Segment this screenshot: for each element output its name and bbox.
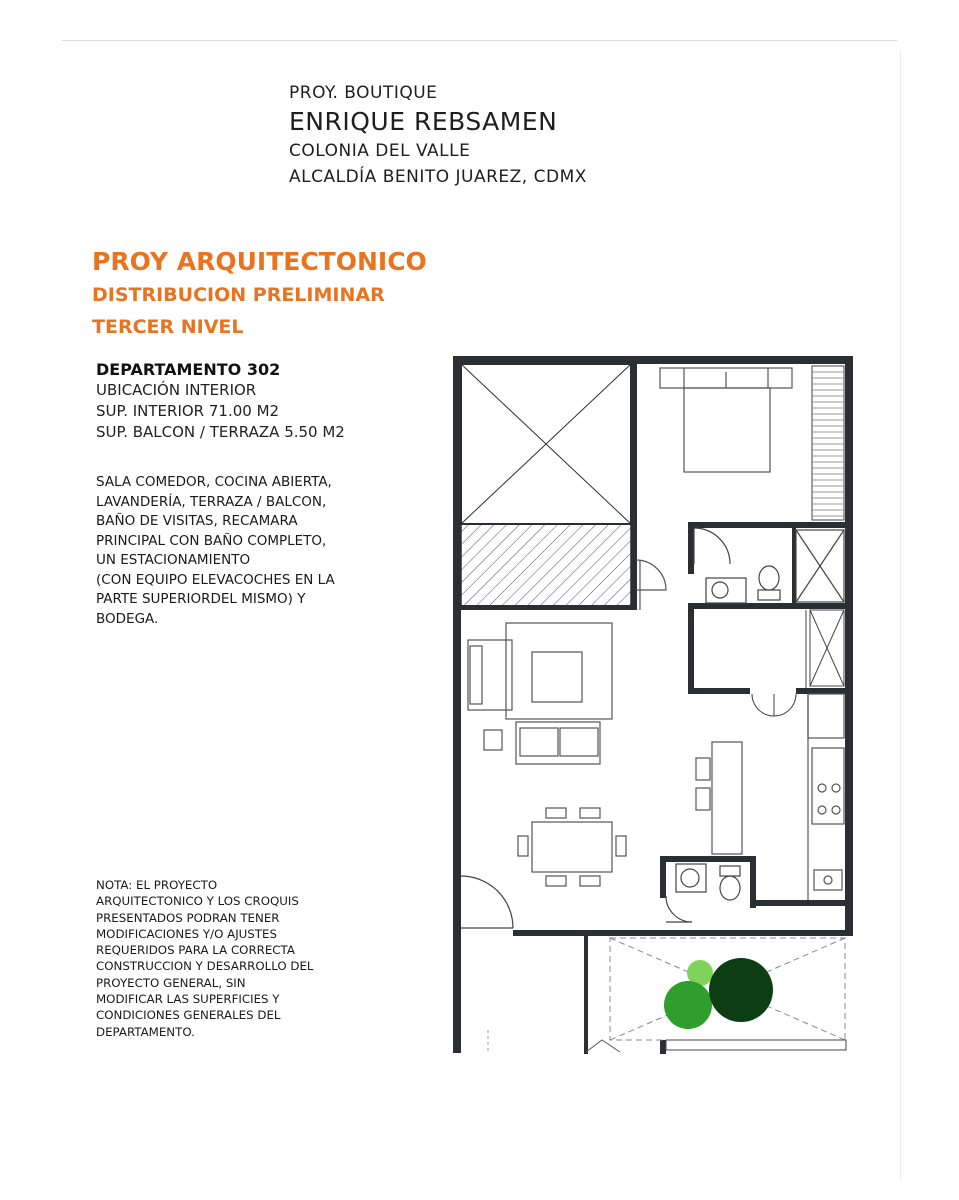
project-title: PROY ARQUITECTONICO	[92, 247, 427, 276]
stair-mark	[586, 1040, 620, 1052]
note-line: CONDICIONES GENERALES DEL	[96, 1008, 281, 1023]
entry-door	[461, 876, 513, 928]
hatched-area-wall	[461, 605, 637, 610]
description-line: SALA COMEDOR, COCINA ABIERTA,	[96, 474, 332, 490]
shaft-void	[461, 364, 631, 524]
description-line: PRINCIPAL CON BAÑO COMPLETO,	[96, 532, 327, 549]
apartment-location: UBICACIÓN INTERIOR	[96, 381, 257, 399]
storage-fixtures	[752, 610, 844, 716]
hatched-area	[461, 524, 631, 609]
bedroom-closet	[812, 366, 844, 520]
disclaimer-note	[96, 877, 396, 1040]
note-line: PRESENTADOS PODRAN TENER	[96, 910, 280, 925]
note-line: REQUERIDOS PARA LA CORRECTA	[96, 943, 295, 958]
terrace-trees	[664, 958, 773, 1029]
storage-walls	[688, 609, 848, 694]
note-line: ARQUITECTONICO Y LOS CROQUIS	[96, 894, 299, 909]
description-line: PARTE SUPERIORDEL MISMO) Y	[96, 591, 306, 607]
dining-table	[518, 808, 626, 886]
bathroom-fixtures	[694, 528, 844, 603]
description-line: BAÑO DE VISITAS, RECAMARA	[96, 513, 298, 529]
page-edge-line	[900, 50, 901, 1180]
note-line: PROYECTO GENERAL, SIN	[96, 975, 246, 990]
apartment-info	[96, 360, 345, 443]
description-line: LAVANDERÍA, TERRAZA / BALCON,	[96, 493, 327, 510]
note-line: CONSTRUCCION Y DESARROLLO DEL	[96, 959, 314, 974]
note-line: MODIFICACIONES Y/O AJUSTES	[96, 926, 277, 941]
apartment-balcony-area: SUP. BALCON / TERRAZA 5.50 M2	[96, 423, 345, 441]
guest-bath-fixtures	[666, 864, 740, 922]
description-line: UN ESTACIONAMIENTO	[96, 552, 251, 568]
apartment-title: DEPARTAMENTO 302	[96, 360, 281, 379]
top-rule	[62, 40, 897, 41]
project-header	[289, 80, 587, 190]
note-line: DEPARTAMENTO.	[96, 1024, 195, 1039]
kitchen	[696, 694, 844, 900]
floor-plan	[440, 350, 860, 1060]
project-subtitle-2: TERCER NIVEL	[92, 316, 244, 338]
header-line-1: PROY. BOUTIQUE	[289, 83, 438, 103]
note-line: NOTA: EL PROYECTO	[96, 878, 218, 892]
description-line: BODEGA.	[96, 610, 159, 627]
header-project-name: ENRIQUE REBSAMEN	[289, 107, 558, 136]
apartment-description	[96, 473, 396, 629]
header-line-4: ALCALDÍA BENITO JUAREZ, CDMX	[289, 167, 587, 187]
shaft-wall	[631, 364, 637, 609]
project-subtitle-1: DISTRIBUCION PRELIMINAR	[92, 284, 385, 306]
note-line: MODIFICAR LAS SUPERFICIES Y	[96, 992, 280, 1007]
bed	[660, 368, 792, 472]
description-line: (CON EQUIPO ELEVACOCHES EN LA	[96, 571, 335, 588]
apartment-interior-area: SUP. INTERIOR 71.00 M2	[96, 402, 280, 420]
header-line-3: COLONIA DEL VALLE	[289, 141, 471, 161]
